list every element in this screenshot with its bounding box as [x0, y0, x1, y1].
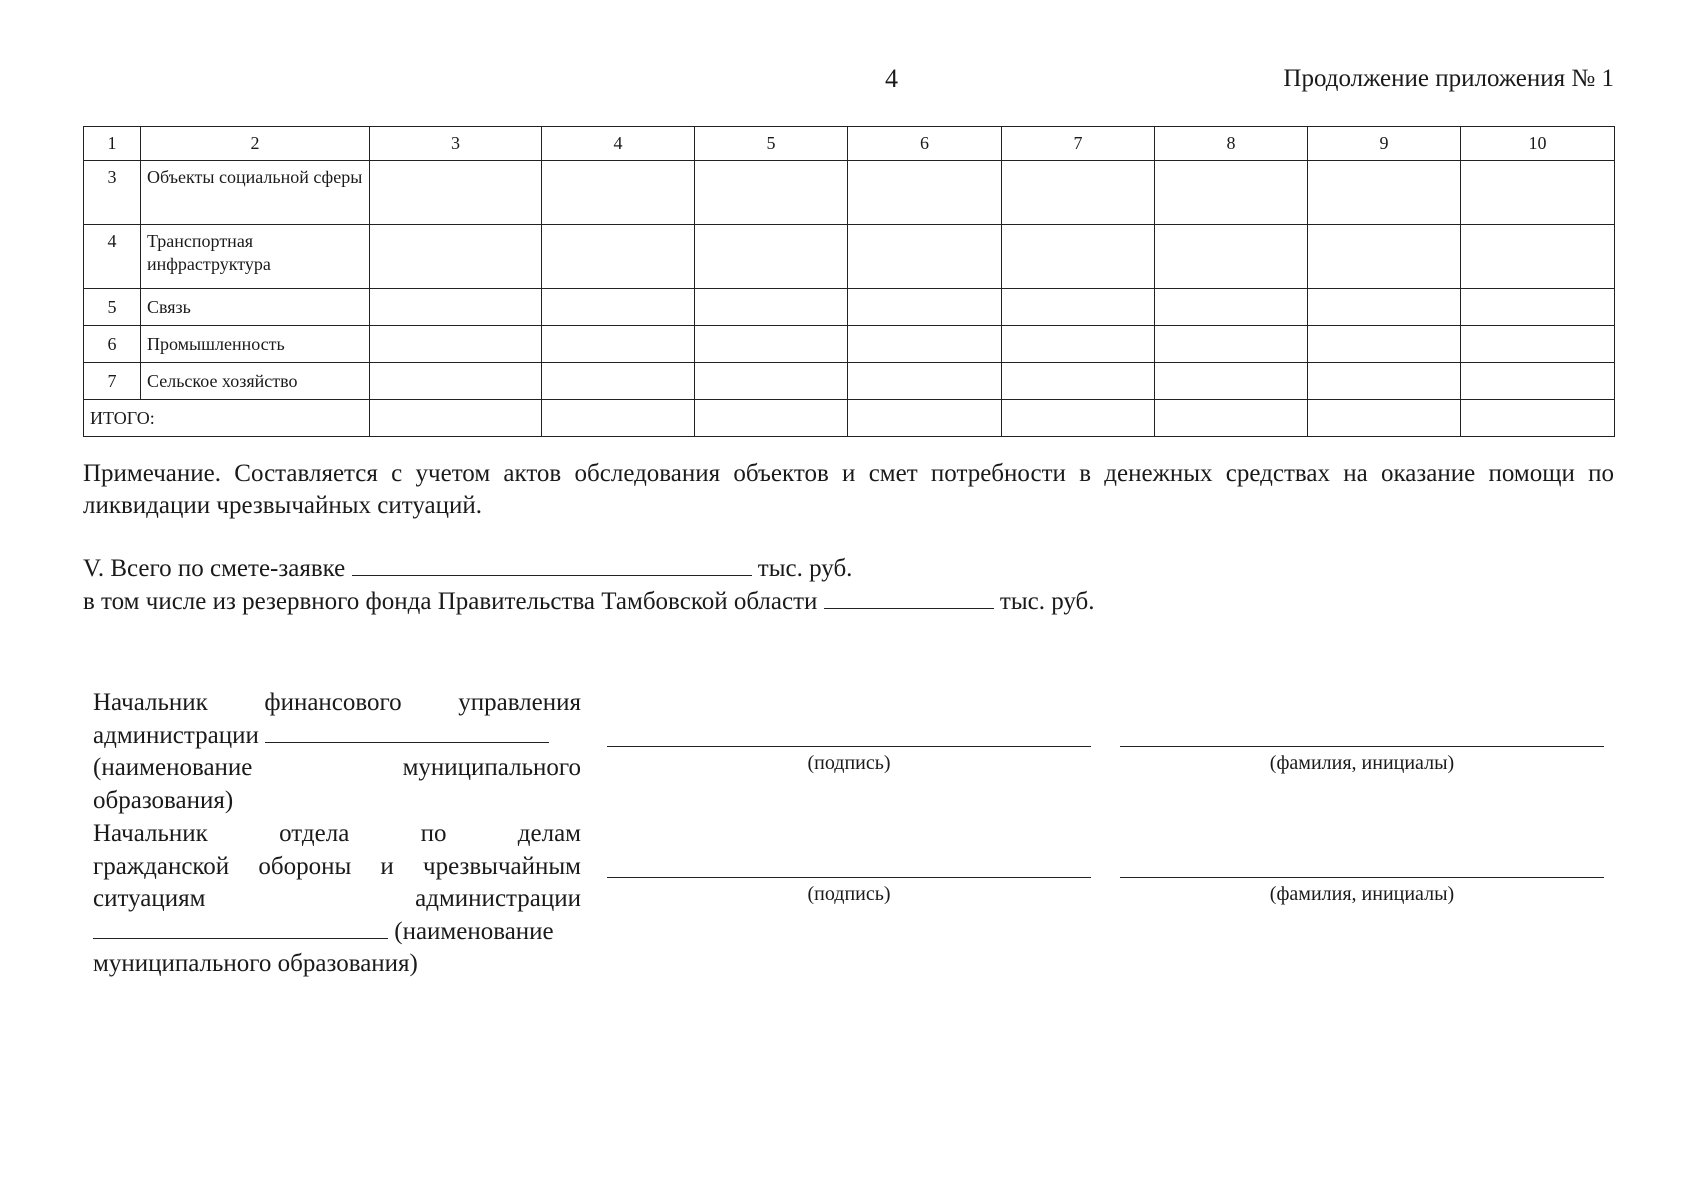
total-label: ИТОГО:: [84, 400, 370, 437]
total-suffix: тыс. руб.: [757, 555, 853, 582]
table-cell[interactable]: [1155, 400, 1308, 437]
finance-line3: (наименование муниципального: [93, 754, 581, 781]
table-cell[interactable]: [1002, 400, 1155, 437]
row-number: 4: [84, 225, 141, 289]
table-cell[interactable]: [1308, 363, 1461, 400]
cd-line4: [93, 916, 581, 949]
row-label: Транспортная инфраструктура: [141, 225, 370, 289]
table-cell[interactable]: [848, 326, 1002, 363]
table-cell[interactable]: [848, 289, 1002, 326]
row-number: 5: [84, 289, 141, 326]
table-cell[interactable]: [1002, 326, 1155, 363]
cd-line2: гражданской обороны и чрезвычайным: [93, 852, 581, 880]
reserve-fund-line: [83, 586, 1095, 616]
finance-admin-word: администрации: [93, 721, 259, 749]
table-cell[interactable]: [1002, 289, 1155, 326]
finance-name-line[interactable]: [1120, 746, 1604, 747]
cd-name-line[interactable]: [1120, 877, 1604, 878]
cd-line5: муниципального образования): [93, 950, 418, 977]
cd-naming-word: (наименование: [394, 917, 554, 945]
table-row: [84, 225, 1615, 289]
table-cell[interactable]: [695, 363, 848, 400]
total-row: [84, 400, 1615, 437]
table-cell[interactable]: [1308, 326, 1461, 363]
table-cell[interactable]: [370, 225, 542, 289]
reserve-suffix: тыс. руб.: [999, 588, 1095, 615]
table-cell[interactable]: [695, 400, 848, 437]
data-table: [83, 126, 1615, 437]
table-cell[interactable]: [695, 161, 848, 225]
table-cell[interactable]: [542, 400, 695, 437]
table-cell[interactable]: [1461, 400, 1615, 437]
table-cell[interactable]: [542, 161, 695, 225]
table-cell[interactable]: [1308, 161, 1461, 225]
column-number: 8: [1155, 127, 1308, 161]
row-number: 7: [84, 363, 141, 400]
row-number: 6: [84, 326, 141, 363]
table-cell[interactable]: [1002, 225, 1155, 289]
table-cell[interactable]: [370, 289, 542, 326]
column-number: 4: [542, 127, 695, 161]
table-cell[interactable]: [848, 161, 1002, 225]
row-number: 3: [84, 161, 141, 225]
column-number: 9: [1308, 127, 1461, 161]
note-paragraph: Примечание. Составляется с учетом актов обследования объектов и смет потребности в денежных средствах на оказание помощи по ликвидации чрезвычайных ситуаций.: [83, 460, 1614, 519]
cd-line3: ситуациям администрации: [93, 885, 581, 912]
table-cell[interactable]: [1461, 289, 1615, 326]
table-cell[interactable]: [695, 289, 848, 326]
table-cell[interactable]: [542, 225, 695, 289]
finance-signature-line[interactable]: [607, 746, 1091, 747]
page-number: 4: [885, 64, 898, 93]
finance-line1: Начальник финансового управления: [93, 689, 581, 716]
column-number: 3: [370, 127, 542, 161]
table-cell[interactable]: [695, 225, 848, 289]
table-cell[interactable]: [1155, 161, 1308, 225]
table-row: [84, 363, 1615, 400]
table-row: [84, 326, 1615, 363]
finance-head-title: [93, 687, 581, 817]
table-cell[interactable]: [848, 225, 1002, 289]
column-number: 10: [1461, 127, 1615, 161]
table-cell[interactable]: [542, 289, 695, 326]
table-cell[interactable]: [1155, 289, 1308, 326]
name-caption: (фамилия, инициалы): [1269, 752, 1455, 774]
cd-signature-line[interactable]: [607, 877, 1091, 878]
finance-municipality-field[interactable]: [265, 720, 549, 743]
table-cell[interactable]: [370, 363, 542, 400]
table-row: [84, 289, 1615, 326]
table-cell[interactable]: [1461, 225, 1615, 289]
table-cell[interactable]: [1461, 363, 1615, 400]
table-cell[interactable]: [695, 326, 848, 363]
name-caption: (фамилия, инициалы): [1269, 883, 1455, 905]
cd-municipality-field[interactable]: [93, 916, 388, 939]
table-cell[interactable]: [1155, 363, 1308, 400]
civil-defense-head-title: [93, 818, 581, 981]
column-number-row: [84, 127, 1615, 161]
table-cell[interactable]: [1308, 400, 1461, 437]
total-estimate-line: [83, 553, 852, 583]
column-number: 5: [695, 127, 848, 161]
row-label: Объекты социальной сферы: [141, 161, 370, 225]
reserve-prefix: в том числе из резервного фонда Правительства Тамбовской области: [83, 588, 818, 615]
table-cell[interactable]: [1002, 363, 1155, 400]
table-cell[interactable]: [370, 161, 542, 225]
table-cell[interactable]: [848, 363, 1002, 400]
column-number: 2: [141, 127, 370, 161]
total-prefix: V. Всего по смете-заявке: [83, 555, 346, 582]
signature-caption: (подпись): [807, 883, 891, 905]
row-label: Промышленность: [141, 326, 370, 363]
finance-line4: образования): [93, 786, 234, 814]
continuation-title: Продолжение приложения № 1: [1283, 65, 1614, 92]
signature-caption: (подпись): [807, 752, 891, 774]
table-cell[interactable]: [1155, 326, 1308, 363]
total-amount-field[interactable]: [352, 553, 752, 576]
table-cell[interactable]: [370, 400, 542, 437]
column-number: 1: [84, 127, 141, 161]
table-cell[interactable]: [370, 326, 542, 363]
table-cell[interactable]: [1002, 161, 1155, 225]
cd-line1: Начальник отдела по делам: [93, 820, 581, 847]
column-number: 7: [1002, 127, 1155, 161]
table-cell[interactable]: [848, 400, 1002, 437]
table-row: [84, 161, 1615, 225]
reserve-amount-field[interactable]: [824, 586, 994, 609]
table-cell[interactable]: [542, 326, 695, 363]
finance-line2: [93, 720, 581, 753]
table-cell[interactable]: [1308, 225, 1461, 289]
row-label: Связь: [141, 289, 370, 326]
table-cell[interactable]: [542, 363, 695, 400]
table-cell[interactable]: [1461, 326, 1615, 363]
table-cell[interactable]: [1461, 161, 1615, 225]
table-cell[interactable]: [1155, 225, 1308, 289]
column-number: 6: [848, 127, 1002, 161]
table-cell[interactable]: [1308, 289, 1461, 326]
row-label: Сельское хозяйство: [141, 363, 370, 400]
